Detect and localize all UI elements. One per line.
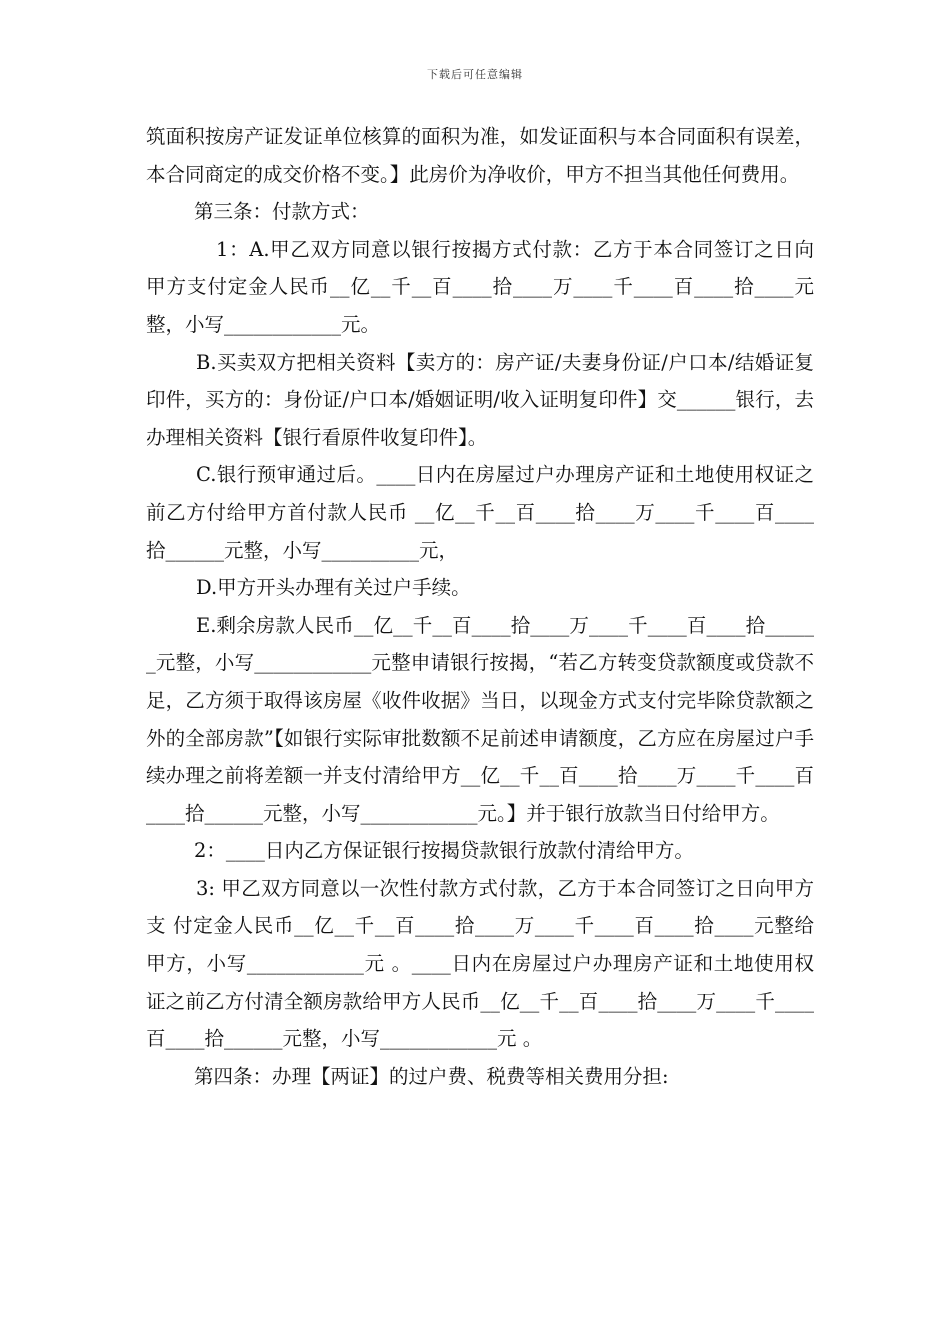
article-3-heading: 第三条：付款方式： xyxy=(194,200,370,224)
paragraph-area-continuation: 筑面积按房产证发证单位核算的面积为准，如发证面积与本合同面积有误差，本合同商定的成交价格不变。】此房价为净收价，甲方不担当其他任何费用。 xyxy=(146,125,814,186)
page-header: 下载后可任意编辑 xyxy=(427,68,523,81)
article-4-heading: 第四条：办理【两证】的过户费、税费等相关费用分担: xyxy=(194,1064,669,1088)
document-body xyxy=(146,118,814,1095)
clause-1b: B.买卖双方把相关资料【卖方的：房产证/夫妻身份证/户口本/结婚证复印件，买方的：身份证/户口本/婚姻证明/收入证明复印件】交______银行，去办理相关资料【银行看原件收复印件】。 xyxy=(146,350,814,449)
clause-3: 3: 甲乙双方同意以一次性付款方式付款，乙方于本合同签订之日向甲方支 付定金人民币__亿__千__百____拾____万____千____百____拾____元整给甲方，小写____________元 。____日内在房屋过户办理房产证和土地使用权证之前乙方付清全额房款给甲方人民币__亿__千__百____拾____万____千____百____拾______元整，小写____________元 。 xyxy=(146,876,814,1051)
clause-1e: E.剩余房款人民币__亿__千__百____拾____万____千____百____拾______元整，小写____________元整申请银行按揭，“若乙方转变贷款额度或贷款不足，乙方须于取得该房屋《收件收据》当日，以现金方式支付完毕除贷款额之外的全部房款”【如银行实际审批数额不足前述申请额度，乙方应在房屋过户手续办理之前将差额一并支付清给甲方__亿__千__百____拾____万____千____百____拾______元整，小写____________元。】并于银行放款当日付给甲方。 xyxy=(146,613,814,825)
clause-2: 2：____日内乙方保证银行按揭贷款银行放款付清给甲方。 xyxy=(194,839,694,863)
clause-1a: 1：A.甲乙双方同意以银行按揭方式付款：乙方于本合同签订之日向甲方支付定金人民币__亿__千__百____拾____万____千____百____拾____元整，小写____________元。 xyxy=(146,237,814,336)
clause-1d: D.甲方开头办理有关过户手续。 xyxy=(196,576,471,600)
clause-1c: C.银行预审通过后。____日内在房屋过户办理房产证和土地使用权证之前乙方付给甲方首付款人民币 __亿__千__百____拾____万____千____百____拾______元整，小写__________元， xyxy=(146,463,814,562)
